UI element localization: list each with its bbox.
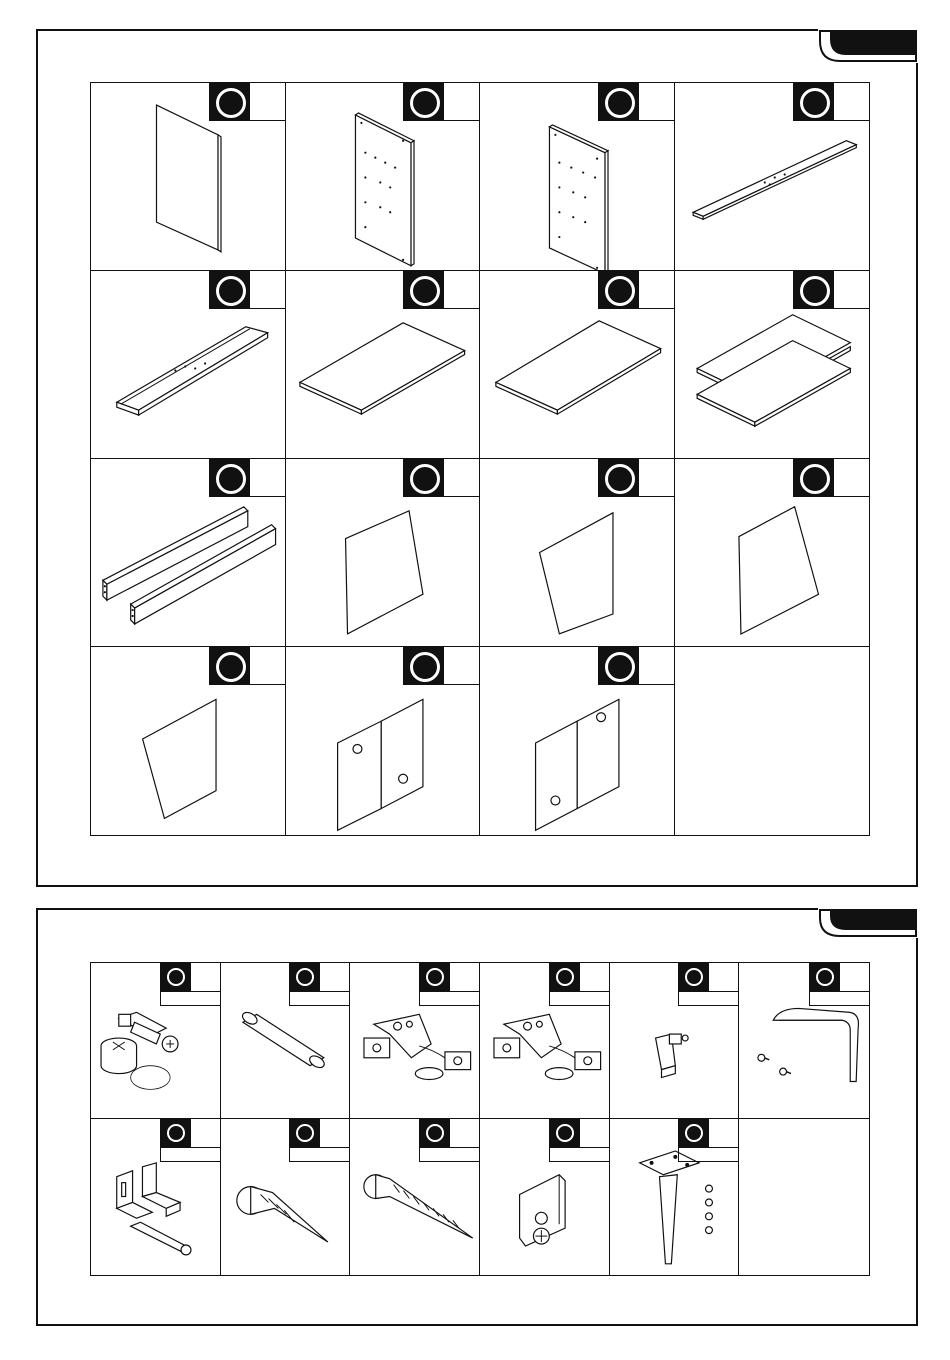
hardware-badge — [678, 1119, 738, 1162]
part-badge — [209, 647, 285, 685]
part-label — [250, 647, 285, 684]
panel-cell — [91, 647, 286, 835]
hardware-qty — [289, 992, 349, 1006]
empty-cell — [675, 647, 870, 835]
part-label — [250, 83, 285, 120]
panel-cell — [286, 83, 481, 271]
part-ring-icon — [556, 1124, 574, 1142]
hardware-label — [709, 1119, 738, 1147]
part-ring-icon — [296, 1124, 314, 1142]
hardware-label — [191, 963, 220, 991]
part-badge — [209, 271, 285, 309]
part-ring-icon — [800, 464, 830, 494]
hardware-badge — [809, 963, 869, 1006]
part-badge — [598, 459, 674, 497]
panel-cell — [480, 83, 675, 271]
hardware-qty — [809, 992, 869, 1006]
hardware-cell — [610, 1119, 740, 1275]
hardware-qty — [549, 992, 609, 1006]
hardware-label — [450, 963, 479, 991]
part-label — [639, 647, 674, 684]
part-badge — [793, 271, 869, 309]
hardware-label — [320, 963, 349, 991]
empty-cell — [739, 1119, 869, 1275]
hardware-grid — [90, 962, 870, 1276]
part-ring-icon — [426, 968, 444, 986]
panel-cell — [286, 647, 481, 835]
part-ring-icon — [426, 1124, 444, 1142]
part-ring-icon — [800, 276, 830, 306]
hardware-label — [191, 1119, 220, 1147]
panel-cell — [480, 647, 675, 835]
hardware-badge — [678, 963, 738, 1006]
part-label — [444, 647, 479, 684]
part-label — [639, 271, 674, 308]
part-ring-icon — [410, 88, 440, 118]
panel-cell — [675, 83, 870, 271]
panel-grid — [90, 82, 870, 836]
panel-cell — [91, 83, 286, 271]
hardware-label — [320, 1119, 349, 1147]
part-ring-icon — [216, 652, 246, 682]
hardware-badge — [419, 963, 479, 1006]
hardware-qty — [419, 1148, 479, 1162]
panel-cell — [286, 459, 481, 647]
part-badge — [209, 83, 285, 121]
part-label — [639, 83, 674, 120]
part-badge — [403, 83, 479, 121]
hardware-qty — [289, 1148, 349, 1162]
hardware-qty — [678, 1148, 738, 1162]
hardware-cell — [91, 963, 221, 1119]
panels-section — [36, 29, 918, 887]
section-tab-panels — [818, 29, 918, 63]
part-ring-icon — [167, 968, 185, 986]
hardware-qty — [160, 1148, 220, 1162]
hardware-badge — [289, 1119, 349, 1162]
hardware-cell — [739, 963, 869, 1119]
part-ring-icon — [605, 88, 635, 118]
part-badge — [403, 459, 479, 497]
part-ring-icon — [556, 968, 574, 986]
hardware-cell — [480, 963, 610, 1119]
part-badge — [793, 459, 869, 497]
hardware-badge — [549, 1119, 609, 1162]
hardware-badge — [289, 963, 349, 1006]
panel-cell — [286, 271, 481, 459]
hardware-label — [840, 963, 869, 991]
hardware-cell — [221, 963, 351, 1119]
hardware-label — [709, 963, 738, 991]
part-ring-icon — [216, 276, 246, 306]
hardware-label — [580, 1119, 609, 1147]
hardware-qty — [419, 992, 479, 1006]
panel-cell — [675, 271, 870, 459]
section-tab-hardware — [818, 908, 918, 938]
part-label — [250, 459, 285, 496]
part-ring-icon — [816, 968, 834, 986]
part-badge — [403, 647, 479, 685]
hardware-cell — [221, 1119, 351, 1275]
hardware-qty — [678, 992, 738, 1006]
part-ring-icon — [685, 1124, 703, 1142]
hardware-badge — [160, 1119, 220, 1162]
part-badge — [403, 271, 479, 309]
hardware-cell — [350, 1119, 480, 1275]
hardware-cell — [350, 963, 480, 1119]
part-ring-icon — [216, 88, 246, 118]
part-ring-icon — [605, 464, 635, 494]
hardware-cell — [480, 1119, 610, 1275]
part-label — [834, 459, 869, 496]
part-ring-icon — [167, 1124, 185, 1142]
part-ring-icon — [216, 464, 246, 494]
hardware-label — [580, 963, 609, 991]
part-label — [444, 83, 479, 120]
hardware-badge — [419, 1119, 479, 1162]
part-label — [834, 83, 869, 120]
part-badge — [598, 83, 674, 121]
part-label — [834, 271, 869, 308]
panel-cell — [480, 459, 675, 647]
part-ring-icon — [410, 464, 440, 494]
hardware-badge — [549, 963, 609, 1006]
part-ring-icon — [605, 652, 635, 682]
part-badge — [598, 271, 674, 309]
part-ring-icon — [296, 968, 314, 986]
part-badge — [598, 647, 674, 685]
panel-cell — [91, 459, 286, 647]
hardware-cell — [610, 963, 740, 1119]
panel-cell — [675, 459, 870, 647]
hardware-section — [36, 908, 918, 1326]
part-label — [444, 459, 479, 496]
panel-cell — [480, 271, 675, 459]
part-ring-icon — [605, 276, 635, 306]
part-label — [444, 271, 479, 308]
panel-cell — [91, 271, 286, 459]
part-ring-icon — [685, 968, 703, 986]
part-badge — [793, 83, 869, 121]
part-label — [250, 271, 285, 308]
part-ring-icon — [410, 652, 440, 682]
part-ring-icon — [410, 276, 440, 306]
hardware-qty — [160, 992, 220, 1006]
hardware-badge — [160, 963, 220, 1006]
hardware-cell — [91, 1119, 221, 1275]
part-ring-icon — [800, 88, 830, 118]
part-label — [639, 459, 674, 496]
hardware-qty — [549, 1148, 609, 1162]
hardware-label — [450, 1119, 479, 1147]
part-badge — [209, 459, 285, 497]
